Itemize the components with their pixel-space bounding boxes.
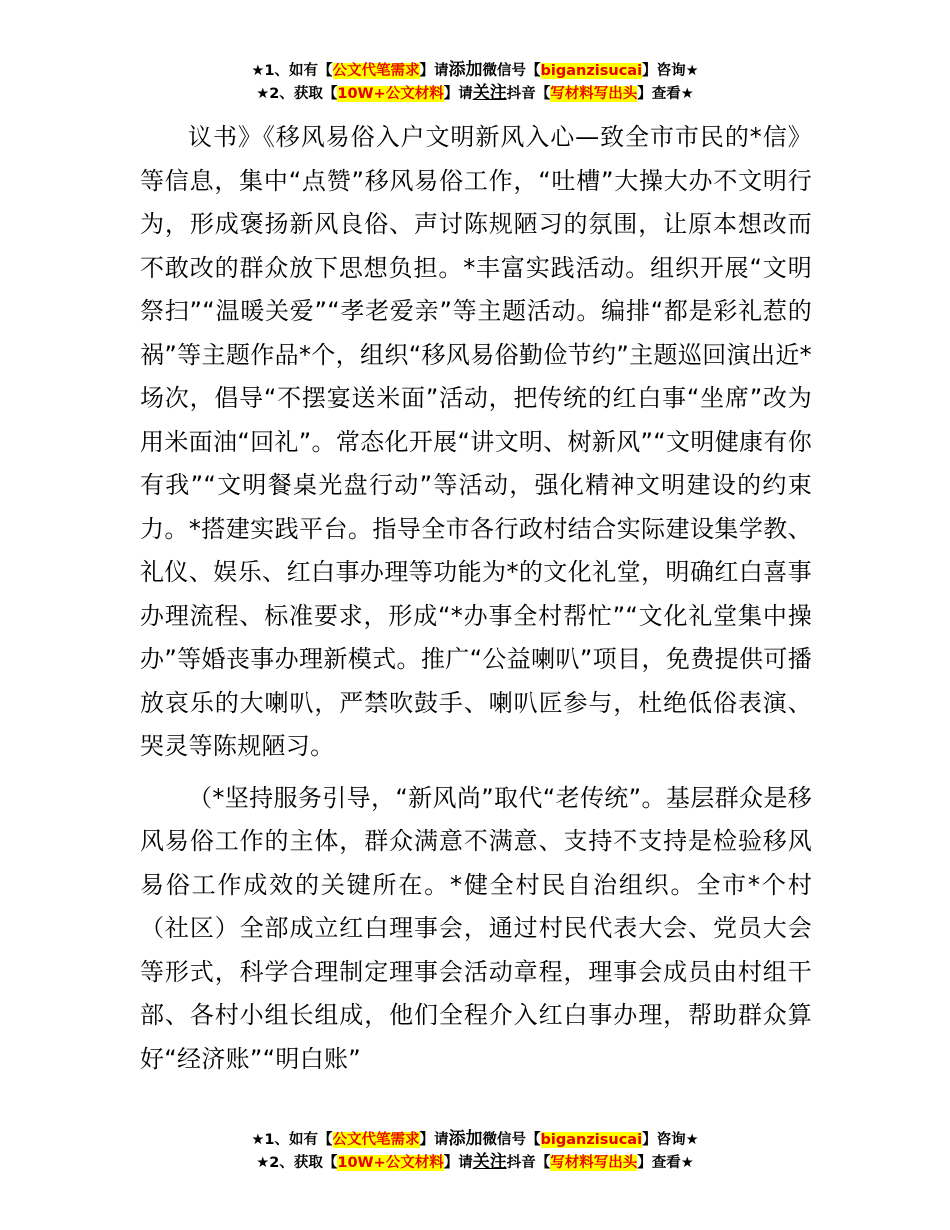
- body-paragraph-2: （*坚持服务引导，“新风尚”取代“老传统”。基层群众是移风易俗工作的主体，群众满意不满意、支持不支持是检验移风易俗工作成效的关键所在。*健全村民自治组织。全市*个村（社区）全部成立红白理事会，通过村民代表大会、党员大会等形式，科学合理制定理事会活动章程，理事会成员由村组干部、各村小组长组成，他们全程介入红白事办理，帮助群众算好“经济账”“明白账”: [140, 783, 812, 1073]
- header-line-1: [0, 59, 950, 82]
- header-line-1-mid: 】请: [419, 63, 449, 79]
- header-highlight-materials: 10W+公文材料: [337, 86, 444, 102]
- header-line-1-mid2: 微信号【: [482, 63, 541, 79]
- header-banner: [0, 59, 950, 105]
- header-emphasis-add: 添加: [448, 60, 483, 80]
- header-line-1-suffix: 】咨询★: [642, 63, 699, 79]
- header-line-1-prefix: ★1、如有【: [251, 63, 333, 79]
- footer-highlight-service: 公文代笔需求: [332, 1132, 420, 1148]
- footer-banner: [0, 1128, 950, 1174]
- body-paragraph-1: 议书》《移风易俗入户文明新风入心—致全市市民的*信》等信息，集中“点赞”移风易俗工作，“吐槽”大操大办不文明行为，形成褒扬新风良俗、声讨陈规陋习的氛围，让原本想改而不敢改的群众放下思想负担。*丰富实践活动。组织开展“文明祭扫”“温暖关爱”“孝老爱亲”等主题活动。编排“都是彩礼惹的祸”等主题作品*个，组织“移风易俗勤俭节约”主题巡回演出近*场次，倡导“不摆宴送米面”活动，把传统的红白事“坐席”改为用米面油“回礼”。常态化开展“讲文明、树新风”“文明健康有你有我”“文明餐桌光盘行动”等活动，强化精神文明建设的约束力。*搭建实践平台。指导全市各行政村结合实际建设集学教、礼仪、娱乐、红白事办理等功能为*的文化礼堂，明确红白喜事办理流程、标准要求，形成“*办事全村帮忙”“文化礼堂集中操办”等婚丧事办理新模式。推广“公益喇叭”项目，免费提供可播放哀乐的大喇叭，严禁吹鼓手、喇叭匠参与，杜绝低俗表演、哭灵等陈规陋习。: [140, 123, 812, 760]
- footer-line-2-mid2: 抖音【: [506, 1155, 551, 1171]
- footer-line-2-mid: 】请: [443, 1155, 473, 1171]
- footer-line-1: [0, 1128, 950, 1151]
- header-line-2-suffix: 】查看★: [637, 86, 694, 102]
- header-line-2-mid2: 抖音【: [506, 86, 551, 102]
- footer-emphasis-follow: 关注: [472, 1152, 507, 1172]
- header-line-2: [0, 82, 950, 105]
- footer-line-1-prefix: ★1、如有【: [251, 1132, 333, 1148]
- footer-highlight-wechat-id: biganzisucai: [540, 1132, 643, 1148]
- header-highlight-douyin: 写材料写出头: [550, 86, 638, 102]
- header-highlight-wechat-id: biganzisucai: [540, 63, 643, 79]
- footer-line-1-mid2: 微信号【: [482, 1132, 541, 1148]
- footer-line-1-mid: 】请: [419, 1132, 449, 1148]
- footer-line-1-suffix: 】咨询★: [642, 1132, 699, 1148]
- footer-line-2-suffix: 】查看★: [637, 1155, 694, 1171]
- footer-highlight-douyin: 写材料写出头: [550, 1155, 638, 1171]
- header-highlight-service: 公文代笔需求: [332, 63, 420, 79]
- footer-line-2: [0, 1151, 950, 1174]
- header-line-2-mid: 】请: [443, 86, 473, 102]
- document-body: [140, 116, 812, 1081]
- footer-emphasis-add: 添加: [448, 1129, 483, 1149]
- header-emphasis-follow: 关注: [472, 83, 507, 103]
- footer-line-2-prefix: ★2、获取【: [256, 1155, 338, 1171]
- footer-highlight-materials: 10W+公文材料: [337, 1155, 444, 1171]
- header-line-2-prefix: ★2、获取【: [256, 86, 338, 102]
